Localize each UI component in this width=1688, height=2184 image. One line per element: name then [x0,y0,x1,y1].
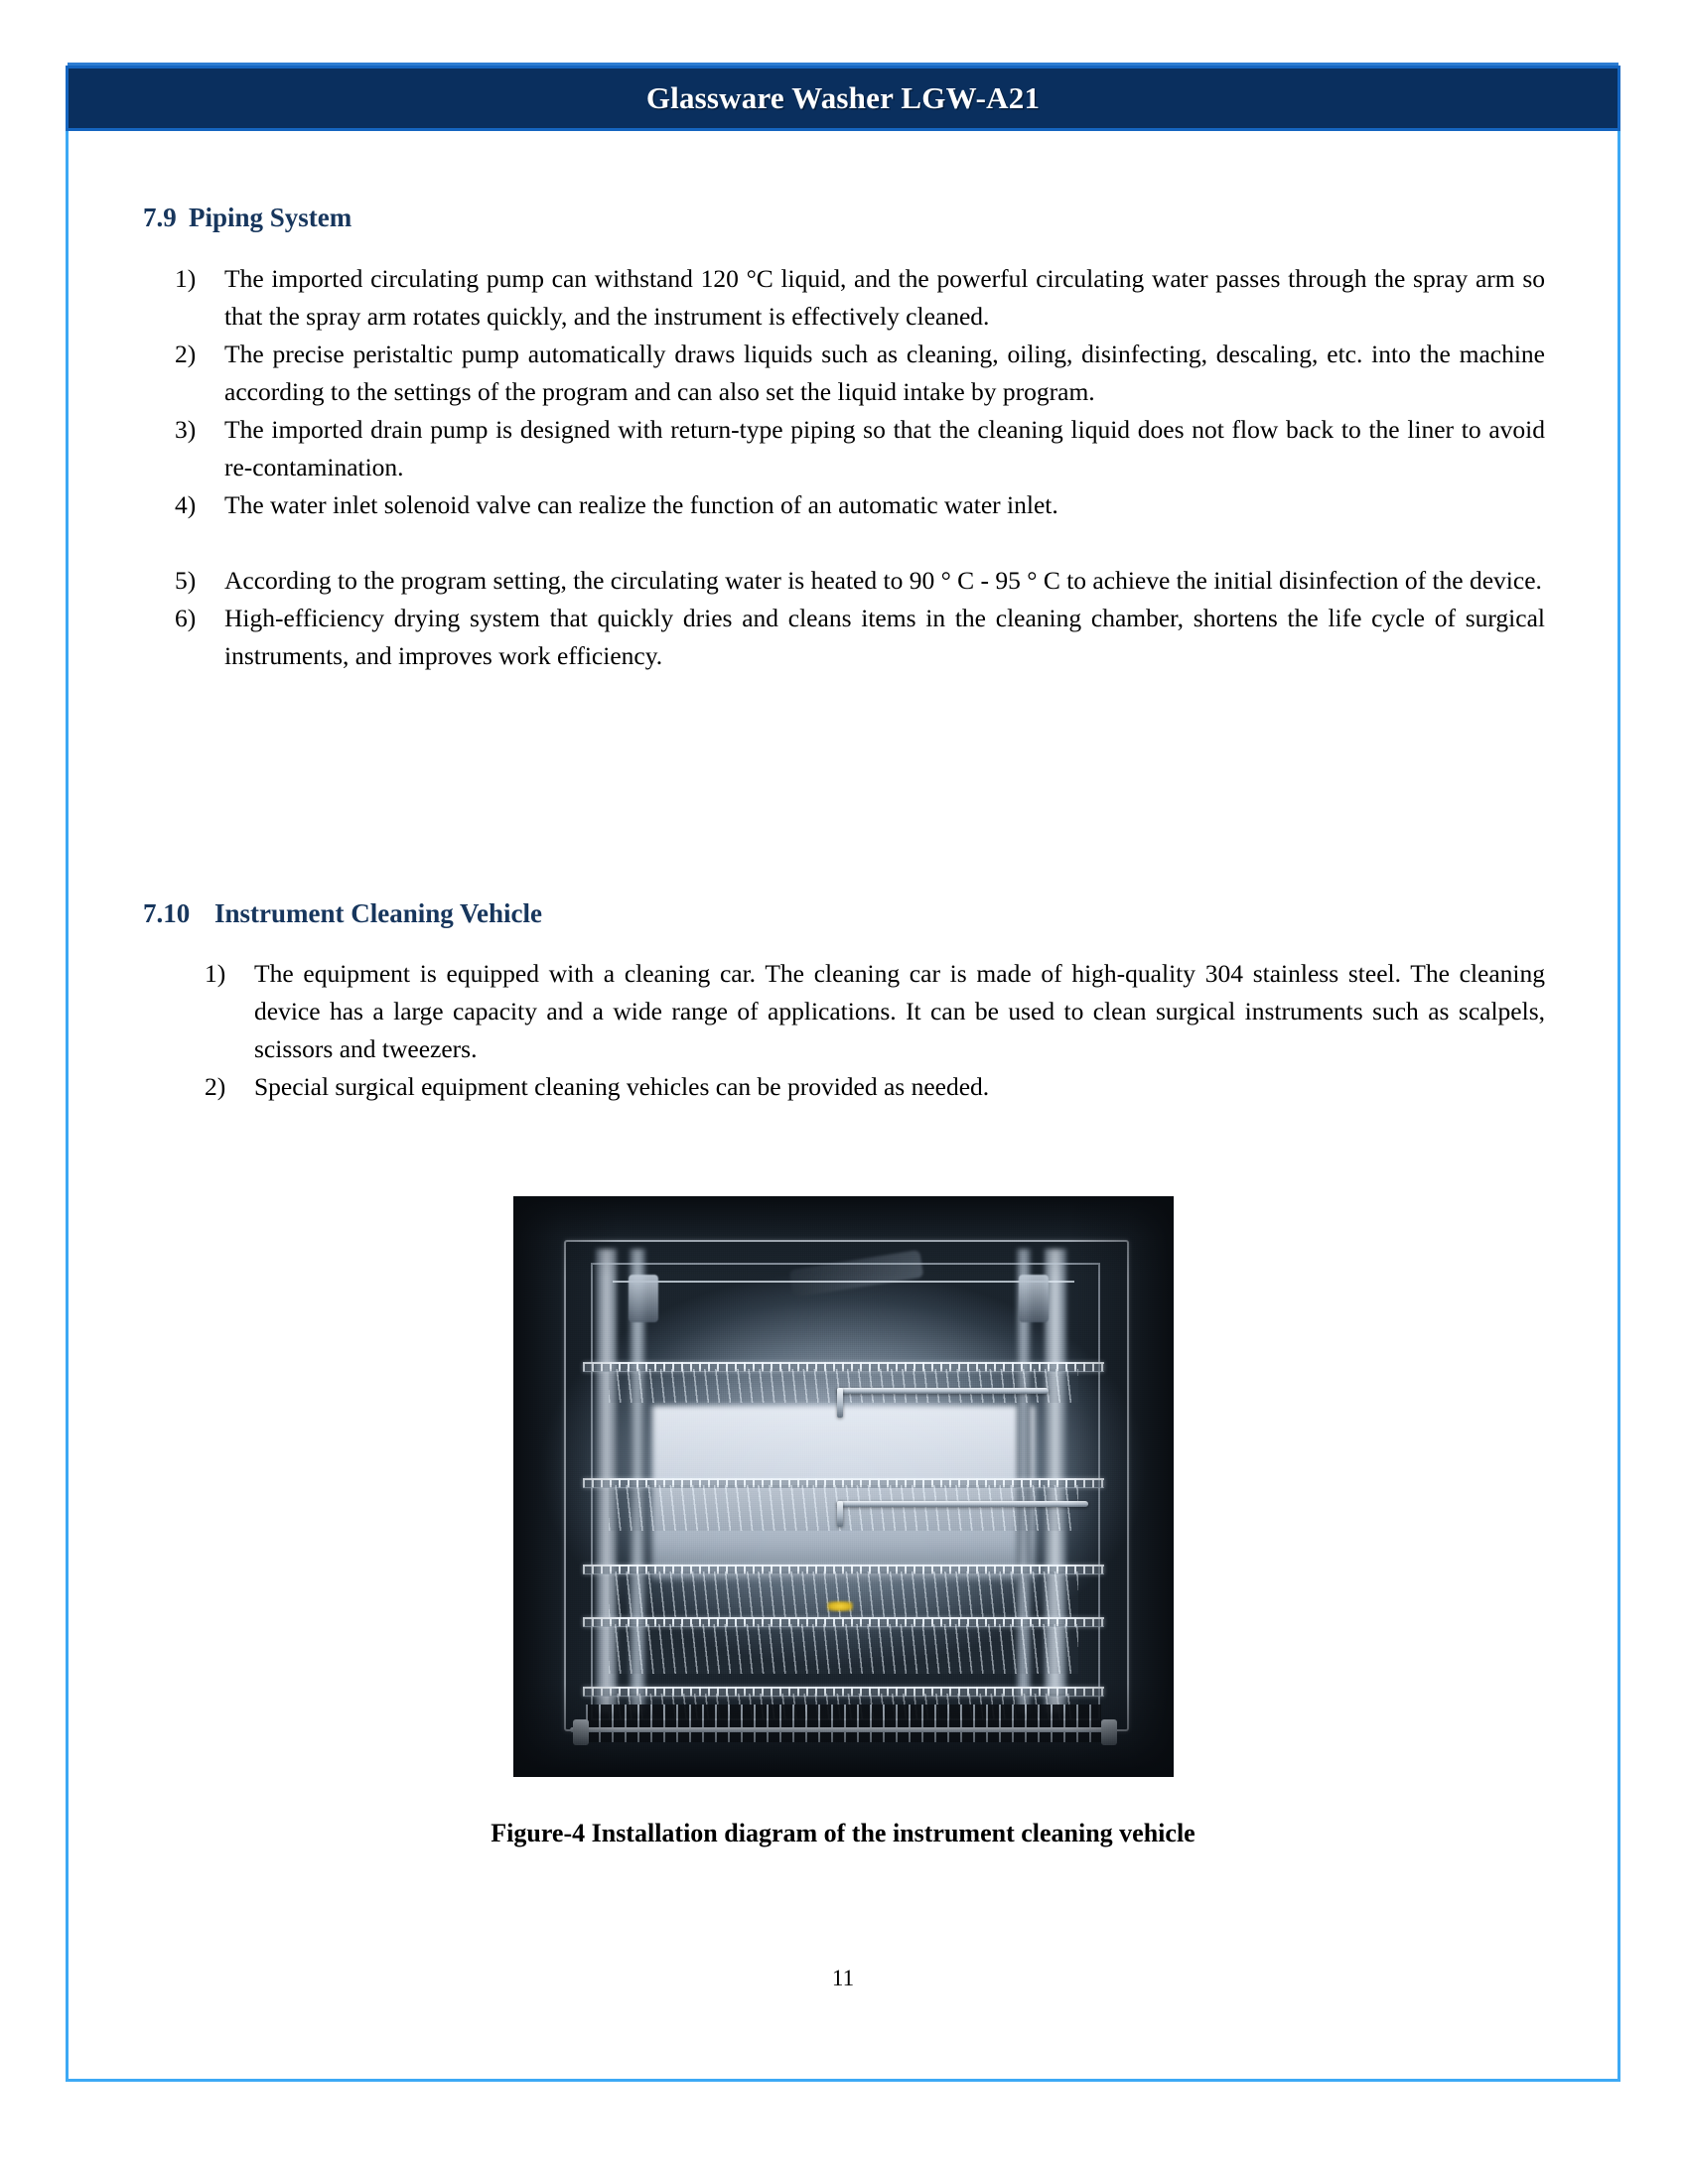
photo-vignette-overlay [513,1196,1174,1777]
list-marker: 1) [205,959,226,988]
section-title-7-10: Instrument Cleaning Vehicle [214,898,543,928]
list-item-text: The equipment is equipped with a cleaning car. The cleaning car is made of high-quality 304 stainless steel. The cleaning device has a large capacity and a wide range of applications. It can be used to clean surgical instruments such as scalpels, scissors and tweezers. [254,959,1545,1063]
list-marker: 2) [175,340,197,368]
figure-4-image-wrapper [513,1196,1174,1777]
document-header-bar [66,66,1620,131]
list-marker: 2) [205,1072,226,1101]
document-title: Glassware Washer LGW-A21 [645,80,1041,115]
list-item [175,486,1545,524]
list-marker: 3) [175,415,197,444]
section-heading-7-10 [143,898,542,929]
list-item-text: According to the program setting, the circulating water is heated to 90 ° C - 95 ° C to achieve the initial disinfection of the device. [224,566,1542,595]
paragraph-spacer [175,524,1545,562]
list-item [205,1068,1545,1106]
list-item [175,411,1545,486]
list-item [175,562,1545,600]
list-item-text: The precise peristaltic pump automatically draws liquids such as cleaning, oiling, disinfecting, descaling, etc. into the machine according to the settings of the program and can also set the liquid intake by program. [224,340,1545,406]
list-marker: 1) [175,264,197,293]
list-marker: 4) [175,490,197,519]
instrument-cleaning-vehicle-photo [513,1196,1174,1777]
section-number-7-9: 7.9 [143,203,177,232]
list-item [205,955,1545,1068]
list-marker: 6) [175,604,197,632]
page-content [66,131,1620,2082]
instrument-cleaning-vehicle-list [205,955,1545,1106]
list-item [175,600,1545,675]
section-title-7-9: Piping System [189,203,352,232]
section-heading-7-9 [143,203,352,233]
page-number: 11 [831,1966,855,1990]
list-item-text: The imported circulating pump can withstand 120 °C liquid, and the powerful circulating water passes through the spray arm so that the spray arm rotates quickly, and the instrument is effectively cleaned. [224,264,1545,331]
piping-system-list [175,260,1545,675]
list-item-text: High-efficiency drying system that quickly dries and cleans items in the cleaning chamber, shortens the life cycle of surgical instruments, and improves work efficiency. [224,604,1545,670]
section-number-7-10: 7.10 [143,898,191,928]
figure-4-caption: Figure-4 Installation diagram of the instrument cleaning vehicle [491,1819,1196,1847]
list-item [175,336,1545,411]
list-marker: 5) [175,566,197,595]
list-item-text: The water inlet solenoid valve can realize the function of an automatic water inlet. [224,490,1058,519]
list-item-text: The imported drain pump is designed with return-type piping so that the cleaning liquid does not flow back to the liner to avoid re-contamination. [224,415,1545,481]
list-item [175,260,1545,336]
list-item-text: Special surgical equipment cleaning vehicles can be provided as needed. [254,1072,990,1101]
